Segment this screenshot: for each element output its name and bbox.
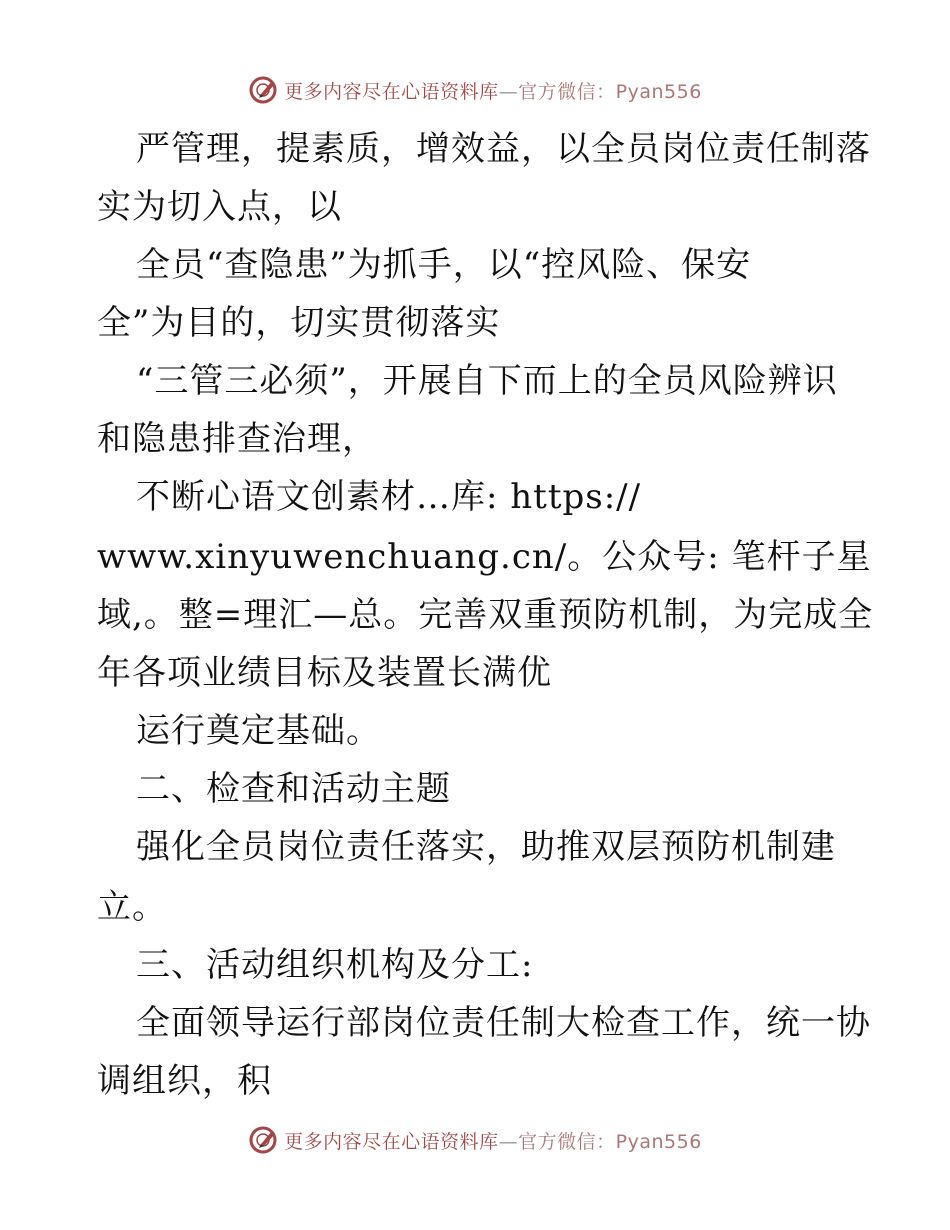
header-banner-text xyxy=(284,77,702,104)
body-line: 运行奠定基础。 xyxy=(136,711,381,751)
body-line: 和隐患排查治理， xyxy=(97,419,377,459)
body-line: 全”为目的，切实贯彻落实 xyxy=(97,303,501,343)
body-line: 全员“查隐患”为抓手，以“控风险、保安 xyxy=(136,245,752,285)
body-line: 不断心语文创素材…库: https:// xyxy=(136,477,642,517)
footer-banner xyxy=(0,1120,950,1160)
section-heading: 二、检查和活动主题 xyxy=(136,769,451,809)
header-separator: — xyxy=(498,80,519,103)
header-site-text: 更多内容尽在心语资料库 xyxy=(284,80,499,103)
section-heading: 三、活动组织机构及分工: xyxy=(136,945,534,985)
body-line: 调组织，积 xyxy=(97,1061,272,1101)
pen-circle-logo-icon xyxy=(248,75,278,105)
body-line: 实为切入点，以 xyxy=(97,187,342,227)
header-wechat-text: 官方微信：Pyan556 xyxy=(518,80,702,103)
body-line: 严管理，提素质，增效益，以全员岗位责任制落 xyxy=(136,129,871,169)
body-line: 强化全员岗位责任落实，助推双层预防机制建 xyxy=(136,827,836,867)
header-banner xyxy=(0,70,950,110)
footer-banner-text xyxy=(284,1127,702,1154)
body-line: 全面领导运行部岗位责任制大检查工作，统一协 xyxy=(136,1003,871,1043)
footer-site-text: 更多内容尽在心语资料库 xyxy=(284,1130,499,1153)
body-line: “三管三必须”，开展自下而上的全员风险辨识 xyxy=(136,361,838,401)
body-line: 立。 xyxy=(97,887,167,927)
footer-wechat-text: 官方微信：Pyan556 xyxy=(518,1130,702,1153)
body-line: 域,。整=理汇—总。完善双重预防机制，为完成全 xyxy=(97,595,874,635)
body-line: www.xinyuwenchuang.cn/。公众号: 笔杆子星 xyxy=(97,537,872,577)
body-line: 年各项业绩目标及装置长满优 xyxy=(97,653,552,693)
footer-separator: — xyxy=(498,1130,519,1153)
pen-circle-logo-icon xyxy=(248,1125,278,1155)
